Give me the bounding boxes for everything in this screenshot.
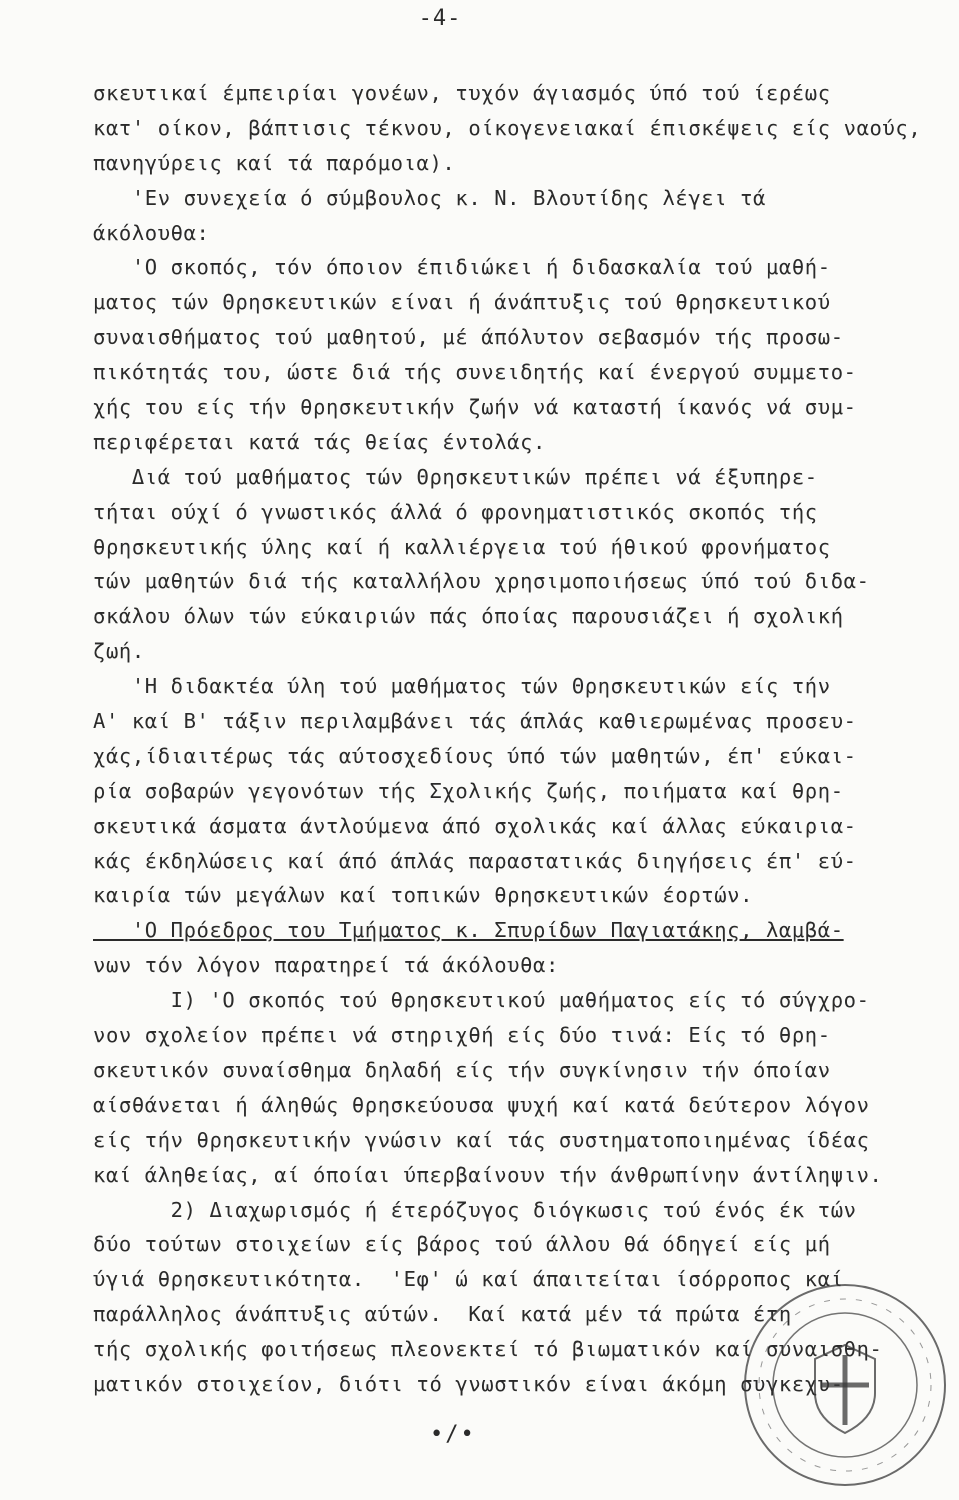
text-line: 2) Διαχωρισμός ή έτερόζυγος διόγκωσις τού ένός έκ τών [93,1197,857,1222]
text-line: θρησκευτικής ύλης καί ή καλλιέργεια τού ήθικού φρονήματος [93,534,831,559]
text-line: ρία σοβαρών γεγονότων τής Σχολικής ζωής, ποιήματα καί θρη- [93,778,844,803]
text-line: νων τόν λόγον παρατηρεί τά άκόλουθα: [93,953,559,978]
text-line: άκόλουθα: [93,220,210,245]
text-line: περιφέρεται κατά τάς θείας έντολάς. [93,429,546,454]
text-line: αίσθάνεται ή άληθώς θρησκεύουσα ψυχή καί κατά δεύτερον λόγον [93,1092,870,1117]
text-line: σκάλου όλων τών εύκαιριών πάς όποίας παρουσιάζει ή σχολική [93,604,844,629]
text-line: τήται ούχί ό γνωστικός άλλά ό φρονηματιστικός σκοπός τής [93,499,818,524]
text-line: ματος τών Θρησκευτικών είναι ή άνάπτυξις τού θρησκευτικού [93,290,831,315]
text-line: είς τήν θρησκευτικήν γνώσιν καί τάς συστηματοποιημένας ίδέας [93,1127,870,1152]
text-line: κατ' οίκον, βάπτισις τέκνου, οίκογενειακαί έπισκέψεις είς ναούς, [93,115,922,140]
text-line: πικότητάς του, ώστε διά τής συνειδητής καί ένεργού συμμετο- [93,360,857,385]
text-line: ματικόν στοιχείον, διότι τό γνωστικόν είναι άκόμη συγκεχυ- [93,1371,844,1396]
text-line: 'Εν συνεχεία ό σύμβουλος κ. Ν. Βλουτίδης λέγει τά [93,185,766,210]
text-line: Α' καί Β' τάξιν περιλαμβάνει τάς άπλάς καθιερωμένας προσευ- [93,709,857,734]
text-line: τής σχολικής φοιτήσεως πλεονεκτεί τό βιωματικόν καί συναισθη- [93,1337,883,1362]
text-line: κάς έκδηλώσεις καί άπό άπλάς παραστατικάς διηγήσεις έπ' εύ- [93,848,857,873]
text-line: Ι) 'Ο σκοπός τού θρησκευτικού μαθήματος είς τό σύγχρο- [93,988,870,1013]
text-line: καί άληθείας, αί όποίαι ύπερβαίνουν τήν άνθρωπίνην άντίληψιν. [93,1162,883,1187]
text-line-underlined: 'Ο Πρόεδρος του Τμήματος κ. Σπυρίδων Παγιατάκης, λαμβά- [93,918,844,943]
text-line: ύγιά θρησκευτικότητα. 'Εφ' ώ καί άπαιτείται ίσόρροπος καί [93,1267,844,1292]
official-seal-icon [735,1275,955,1495]
text-line: παράλληλος άνάπτυξις αύτών. Καί κατά μέν τά πρώτα έτη [93,1302,792,1327]
text-line: 'Ο σκοπός, τόν όποιον έπιδιώκει ή διδασκαλία τού μαθή- [93,255,831,280]
page-number: -4- [418,6,462,31]
text-line: πανηγύρεις καί τά παρόμοια). [93,150,456,175]
text-line: νον σχολείον πρέπει νά στηριχθή είς δύο τινά: Είς τό θρη- [93,1023,831,1048]
page-continuation-mark: •/• [430,1422,476,1447]
text-line: 'Η διδακτέα ύλη τού μαθήματος τών Θρησκευτικών είς τήν [93,674,831,699]
body-text [93,76,943,1402]
text-line: Διά τού μαθήματος τών Θρησκευτικών πρέπει νά έξυπηρε- [93,464,818,489]
text-line: δύο τούτων στοιχείων είς βάρος τού άλλου θά όδηγεί είς μή [93,1232,831,1257]
text-line: σκευτικόν συναίσθημα δηλαδή είς τήν συγκίνησιν τήν όποίαν [93,1057,831,1082]
text-line: σκευτικαί έμπειρίαι γονέων, τυχόν άγιασμός ύπό τού ίερέως [93,81,831,105]
text-line: χάς,ίδιαιτέρως τάς αύτοσχεδίους ύπό τών μαθητών, έπ' εύκαι- [93,743,857,768]
text-line: καιρία τών μεγάλων καί τοπικών θρησκευτικών έορτών. [93,883,754,908]
text-line: τών μαθητών διά τής καταλλήλου χρησιμοποιήσεως ύπό τού διδα- [93,569,870,594]
text-line: ζωή. [93,639,145,664]
text-line: χής του είς τήν θρησκευτικήν ζωήν νά καταστή ίκανός νά συμ- [93,395,857,420]
text-line: συναισθήματος τού μαθητού, μέ άπόλυτον σεβασμόν τής προσω- [93,325,844,350]
text-line: σκευτικά άσματα άντλούμενα άπό σχολικάς καί άλλας εύκαιρια- [93,813,857,838]
